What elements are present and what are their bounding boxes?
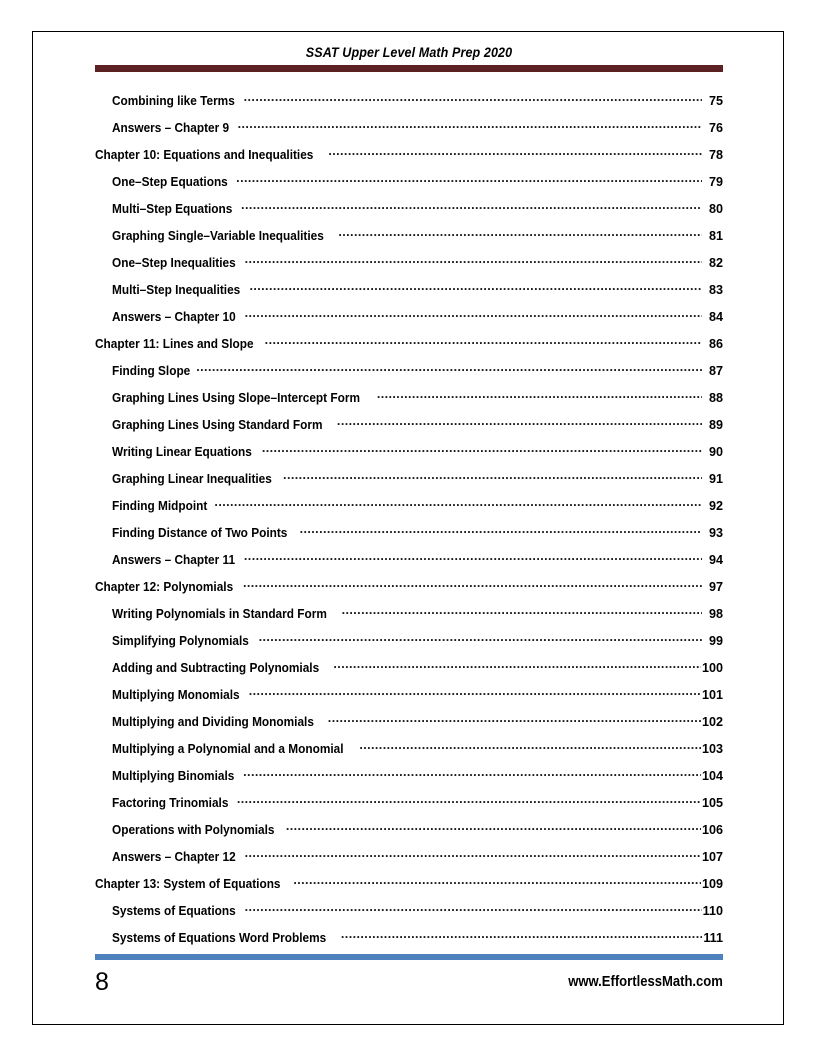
toc-entry-label: Finding Distance of Two Points bbox=[112, 525, 288, 540]
toc-entry-label: Multiplying and Dividing Monomials bbox=[112, 714, 314, 729]
toc-sub-entry[interactable] bbox=[95, 794, 723, 821]
toc-dot-leader bbox=[377, 389, 702, 402]
toc-entry-page-number: 94 bbox=[708, 552, 723, 567]
toc-dot-leader bbox=[245, 308, 702, 321]
toc-dot-leader bbox=[249, 686, 701, 699]
toc-chapter-entry[interactable] bbox=[95, 335, 723, 362]
toc-dot-leader bbox=[236, 173, 702, 186]
toc-sub-entry[interactable] bbox=[95, 200, 723, 227]
toc-entry-label: Operations with Polynomials bbox=[112, 822, 275, 837]
toc-sub-entry[interactable] bbox=[95, 686, 723, 713]
toc-dot-leader bbox=[300, 524, 702, 537]
toc-entry-label: Multiplying Binomials bbox=[112, 768, 235, 783]
toc-entry-label: Chapter 13: System of Equations bbox=[95, 876, 281, 891]
page-title: SSAT Upper Level Math Prep 2020 bbox=[305, 45, 513, 60]
toc-dot-leader bbox=[196, 362, 702, 375]
toc-sub-entry[interactable] bbox=[95, 551, 723, 578]
toc-dot-leader bbox=[337, 416, 702, 429]
toc-sub-entry[interactable] bbox=[95, 173, 723, 200]
toc-sub-entry[interactable] bbox=[95, 308, 723, 335]
toc-sub-entry[interactable] bbox=[95, 659, 723, 686]
toc-entry-label: Chapter 11: Lines and Slope bbox=[95, 336, 254, 351]
toc-entry-page-number: 109 bbox=[701, 876, 723, 891]
page-footer bbox=[95, 954, 723, 996]
toc-entry-page-number: 103 bbox=[701, 741, 723, 756]
toc-dot-leader bbox=[243, 578, 702, 591]
toc-entry-page-number: 105 bbox=[701, 795, 723, 810]
toc-entry-label: Writing Polynomials in Standard Form bbox=[112, 606, 327, 621]
toc-dot-leader bbox=[245, 902, 702, 915]
toc-dot-leader bbox=[244, 92, 702, 105]
toc-entry-page-number: 88 bbox=[708, 390, 723, 405]
toc-dot-leader bbox=[244, 551, 702, 564]
toc-sub-entry[interactable] bbox=[95, 605, 723, 632]
toc-entry-label: Systems of Equations bbox=[112, 903, 236, 918]
toc-dot-leader bbox=[245, 848, 701, 861]
toc-sub-entry[interactable] bbox=[95, 767, 723, 794]
toc-dot-leader bbox=[328, 146, 702, 159]
toc-entry-label: Answers – Chapter 11 bbox=[112, 552, 236, 567]
toc-entry-label: Factoring Trinomials bbox=[112, 795, 229, 810]
toc-entry-page-number: 91 bbox=[708, 471, 723, 486]
toc-entry-page-number: 111 bbox=[703, 930, 723, 945]
footer-divider bbox=[95, 954, 723, 960]
toc-sub-entry[interactable] bbox=[95, 632, 723, 659]
toc-sub-entry[interactable] bbox=[95, 713, 723, 740]
toc-entry-label: Writing Linear Equations bbox=[112, 444, 252, 459]
toc-entry-label: Chapter 12: Polynomials bbox=[95, 579, 234, 594]
toc-chapter-entry[interactable] bbox=[95, 578, 723, 605]
toc-sub-entry[interactable] bbox=[95, 929, 723, 956]
toc-entry-page-number: 76 bbox=[708, 120, 723, 135]
toc-entry-label: Chapter 10: Equations and Inequalities bbox=[95, 147, 314, 162]
toc-dot-leader bbox=[283, 470, 702, 483]
toc-dot-leader bbox=[238, 119, 702, 132]
toc-dot-leader bbox=[214, 497, 702, 510]
toc-entry-page-number: 78 bbox=[708, 147, 723, 162]
toc-entry-page-number: 90 bbox=[708, 444, 723, 459]
toc-entry-page-number: 75 bbox=[708, 93, 723, 108]
toc-dot-leader bbox=[237, 794, 701, 807]
toc-chapter-entry[interactable] bbox=[95, 875, 723, 902]
toc-sub-entry[interactable] bbox=[95, 848, 723, 875]
toc-dot-leader bbox=[341, 929, 702, 942]
toc-entry-page-number: 106 bbox=[701, 822, 723, 837]
toc-dot-leader bbox=[259, 632, 702, 645]
toc-entry-page-number: 89 bbox=[708, 417, 723, 432]
site-url: www.EffortlessMath.com bbox=[568, 974, 723, 990]
toc-sub-entry[interactable] bbox=[95, 740, 723, 767]
toc-dot-leader bbox=[265, 335, 702, 348]
toc-entry-page-number: 100 bbox=[701, 660, 723, 675]
toc-entry-label: Graphing Lines Using Standard Form bbox=[112, 417, 323, 432]
toc-entry-label: Graphing Lines Using Slope–Intercept Form bbox=[112, 390, 360, 405]
toc-entry-page-number: 81 bbox=[708, 228, 723, 243]
toc-dot-leader bbox=[293, 875, 701, 888]
toc-entry-label: One–Step Equations bbox=[112, 174, 228, 189]
toc-dot-leader bbox=[359, 740, 701, 753]
toc-entry-label: Simplifying Polynomials bbox=[112, 633, 249, 648]
toc-dot-leader bbox=[243, 767, 701, 780]
toc-entry-label: Answers – Chapter 10 bbox=[112, 309, 236, 324]
toc-entry-page-number: 87 bbox=[708, 363, 723, 378]
toc-entry-label: One–Step Inequalities bbox=[112, 255, 236, 270]
toc-entry-label: Graphing Single–Variable Inequalities bbox=[112, 228, 324, 243]
table-of-contents bbox=[95, 92, 723, 956]
toc-entry-page-number: 86 bbox=[708, 336, 723, 351]
toc-dot-leader bbox=[333, 659, 701, 672]
toc-sub-entry[interactable] bbox=[95, 821, 723, 848]
toc-sub-entry[interactable] bbox=[95, 119, 723, 146]
toc-dot-leader bbox=[262, 443, 702, 456]
toc-entry-label: Combining like Terms bbox=[112, 93, 235, 108]
page-number: 8 bbox=[95, 968, 109, 996]
toc-entry-label: Answers – Chapter 12 bbox=[112, 849, 236, 864]
toc-dot-leader bbox=[241, 200, 702, 213]
toc-entry-page-number: 83 bbox=[708, 282, 723, 297]
toc-sub-entry[interactable] bbox=[95, 443, 723, 470]
toc-entry-label: Adding and Subtracting Polynomials bbox=[112, 660, 320, 675]
page-header bbox=[95, 45, 723, 72]
toc-sub-entry[interactable] bbox=[95, 902, 723, 929]
toc-entry-page-number: 104 bbox=[701, 768, 723, 783]
toc-dot-leader bbox=[338, 227, 702, 240]
toc-entry-page-number: 98 bbox=[708, 606, 723, 621]
toc-sub-entry[interactable] bbox=[95, 281, 723, 308]
toc-sub-entry[interactable] bbox=[95, 524, 723, 551]
toc-sub-entry[interactable] bbox=[95, 254, 723, 281]
toc-entry-page-number: 97 bbox=[708, 579, 723, 594]
toc-entry-label: Multi–Step Inequalities bbox=[112, 282, 241, 297]
toc-entry-page-number: 93 bbox=[708, 525, 723, 540]
toc-entry-label: Systems of Equations Word Problems bbox=[112, 930, 327, 945]
toc-entry-page-number: 79 bbox=[708, 174, 723, 189]
toc-dot-leader bbox=[342, 605, 702, 618]
toc-entry-page-number: 99 bbox=[708, 633, 723, 648]
toc-entry-label: Finding Midpoint bbox=[112, 498, 208, 513]
page-frame bbox=[32, 31, 784, 1025]
toc-sub-entry[interactable] bbox=[95, 389, 723, 416]
toc-entry-page-number: 107 bbox=[701, 849, 723, 864]
toc-entry-page-number: 101 bbox=[701, 687, 723, 702]
toc-entry-label: Multiplying Monomials bbox=[112, 687, 240, 702]
toc-entry-page-number: 80 bbox=[708, 201, 723, 216]
header-divider bbox=[95, 65, 723, 72]
toc-sub-entry[interactable] bbox=[95, 470, 723, 497]
toc-sub-entry[interactable] bbox=[95, 362, 723, 389]
toc-entry-label: Multi–Step Equations bbox=[112, 201, 233, 216]
toc-dot-leader bbox=[286, 821, 701, 834]
toc-entry-page-number: 82 bbox=[708, 255, 723, 270]
toc-sub-entry[interactable] bbox=[95, 227, 723, 254]
toc-chapter-entry[interactable] bbox=[95, 146, 723, 173]
toc-entry-page-number: 102 bbox=[701, 714, 723, 729]
toc-entry-label: Finding Slope bbox=[112, 363, 191, 378]
toc-sub-entry[interactable] bbox=[95, 416, 723, 443]
toc-sub-entry[interactable] bbox=[95, 92, 723, 119]
toc-dot-leader bbox=[249, 281, 702, 294]
toc-dot-leader bbox=[245, 254, 702, 267]
toc-sub-entry[interactable] bbox=[95, 497, 723, 524]
toc-entry-label: Multiplying a Polynomial and a Monomial bbox=[112, 741, 344, 756]
toc-entry-page-number: 92 bbox=[708, 498, 723, 513]
toc-entry-page-number: 84 bbox=[708, 309, 723, 324]
toc-entry-label: Graphing Linear Inequalities bbox=[112, 471, 272, 486]
toc-dot-leader bbox=[328, 713, 701, 726]
toc-entry-page-number: 110 bbox=[702, 903, 723, 918]
toc-entry-label: Answers – Chapter 9 bbox=[112, 120, 230, 135]
